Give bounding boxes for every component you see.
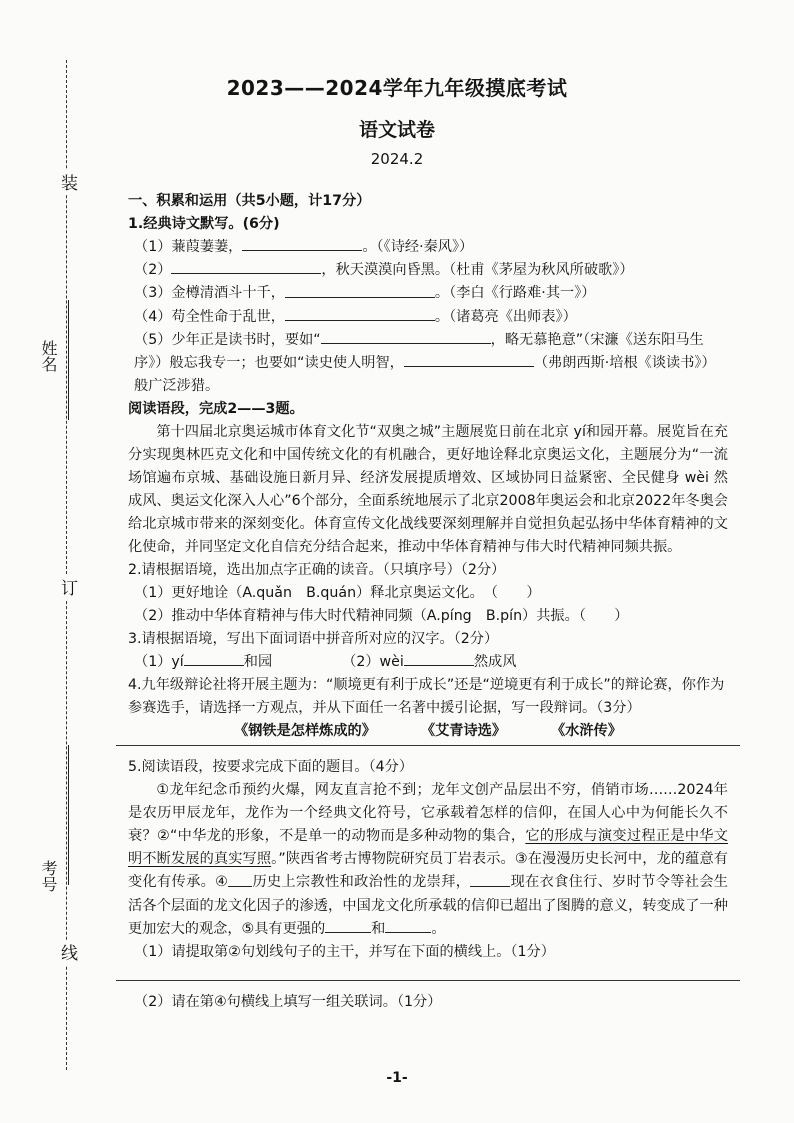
book-title: 《水浒传》 bbox=[550, 723, 622, 740]
answer-blank[interactable] bbox=[404, 651, 474, 666]
answer-blank[interactable] bbox=[285, 282, 435, 297]
answer-blank[interactable] bbox=[242, 236, 362, 251]
answer-line[interactable] bbox=[116, 978, 740, 981]
q2-stem: 2.请根据语境，选出加点字正确的读音。（只填序号）（2分） bbox=[128, 562, 506, 579]
answer-paren[interactable]: （ ） bbox=[490, 585, 541, 602]
bind-mark-xian: 线 bbox=[58, 940, 75, 965]
exam-number-field-line[interactable] bbox=[68, 745, 69, 885]
bind-mark-zhuang: 装 bbox=[58, 170, 75, 195]
q3-items: （1）yí 和园 （2）wèi 然成风 bbox=[128, 651, 728, 674]
reading-passage-1: 第十四届北京奥运城市体育文化节“双奥之城”主题展览日前在北京 yí和园开幕。展览旨在充分实现奥林匹克文化和中国传统文化的有机融合，更好地诠释北京奥运文化，主题展分为“一流场馆遍布京城、基础设施日新月异、经济发展提质增效、区域协同日益紧密、全民健身 wèi 然成风、奥运文化深入人心”6个部分，全面系统地展示了北京2008年奥运会和北京2022年冬奥会给北京城市带来的深刻变化。体育宣传文化战线要深刻理解并自觉担负起弘扬中华体育精神的文化使命，并同坚定文化自信充分结合起来，推动中华体育精神与伟大时代精神同频共振。 bbox=[128, 424, 728, 556]
answer-blank[interactable] bbox=[385, 918, 431, 933]
section-heading: 一、积累和运用（共5小题，计17分） bbox=[128, 193, 371, 209]
bind-mark-ding: 订 bbox=[58, 575, 75, 600]
exam-number-label: 考号 bbox=[39, 860, 58, 892]
q5-stem: 5.阅读语段，按要求完成下面的题目。（4分） bbox=[128, 759, 414, 776]
binding-dashed-line bbox=[66, 60, 67, 1070]
q1-item-5: （5）少年正是读书时，要如“ ，略无慕艳意”（宋濂《送东阳马生序》）般忘我专一；也要如“读史使人明智， （弗朗西斯·培根《谈读书》）般广泛涉猎。 bbox=[128, 329, 728, 398]
answer-blank[interactable] bbox=[404, 352, 534, 367]
exam-date: 2024.2 bbox=[370, 150, 424, 168]
book-title: 《钢铁是怎样炼成的》 bbox=[234, 723, 376, 740]
q5-sub-2: （2）请在第④句横线上填写一组关联词。（1分） bbox=[134, 993, 442, 1010]
answer-line[interactable] bbox=[116, 743, 740, 746]
q2-item-1: （1）更好地诠（A.quǎn B.quán）释北京奥运文化。 （ ） bbox=[134, 585, 541, 602]
q1-item-2: （2） ，秋天漠漠向昏黑。（杜甫《茅屋为秋风所破歌》） bbox=[128, 259, 728, 282]
q4-stem: 4.九年级辩论社将开展主题为：“顺境更有利于成长”还是“逆境更有利于成长”的辩论赛，你作为参赛选手，请选择一方观点，并从下面任一名著中援引论据，写一段辩词。（3分） bbox=[128, 677, 725, 717]
binding-margin bbox=[0, 0, 100, 1123]
q3-stem: 3.请根据语境，写出下面词语中拼音所对应的汉字。（2分） bbox=[128, 631, 499, 648]
exam-subtitle: 语文试卷 bbox=[358, 119, 435, 141]
name-label: 姓名 bbox=[39, 340, 58, 372]
q1-item-1: （1）蒹葭萋萋， 。（《诗经·秦风》） bbox=[128, 236, 728, 259]
underlined-sentence: 它的形成与演变过程正是中华文明不断发展的真实写照 bbox=[128, 828, 728, 868]
q1-item-4: （4）苟全性命于乱世， 。（诸葛亮《出师表》） bbox=[128, 306, 728, 329]
reading-intro: 阅读语段，完成2——3题。 bbox=[128, 401, 304, 418]
answer-paren[interactable]: （ ） bbox=[578, 608, 629, 625]
q5-sub-1: （1）请提取第②句划线句子的主干，并写在下面的横线上。（1分） bbox=[134, 943, 555, 960]
answer-blank[interactable] bbox=[325, 918, 371, 933]
exam-content bbox=[128, 190, 728, 1014]
answer-blank[interactable] bbox=[184, 651, 244, 666]
q1-item-3: （3）金樽清酒斗十千， 。（李白《行路难·其一》） bbox=[128, 282, 728, 305]
reading-passage-2: ①龙年纪念币预约火爆，网友直言抢不到；龙年文创产品层出不穷，俏销市场……2024年是农历甲辰龙年，龙作为一个经典文化符号，它承载着怎样的信仰，在国人心中为何能长久不衰？②“中华龙的形象，不是单一的动物而是多种动物的集合，它的形成与演变过程正是中华文明不断发展的真实写照。”陕西省考古博物院研究员丁岩表示。③在漫漫历史长河中，龙的蕴意有变化有传承。④ 历史上宗教性和政治性的龙崇拜， 现在衣食住行、岁时节令等社会生活各个层面的龙文化因子的渗透，中国龙文化所承载的信仰已超出了图腾的意义，转变成了一种更加宏大的观念，⑤具有更强的 和 。 bbox=[128, 782, 728, 937]
q4-book-list bbox=[128, 720, 728, 743]
page-number: -1- bbox=[386, 1070, 408, 1086]
answer-blank[interactable] bbox=[321, 329, 491, 344]
exam-title: 2023——2024学年九年级摸底考试 bbox=[226, 76, 568, 100]
answer-blank[interactable] bbox=[470, 871, 510, 886]
answer-blank[interactable] bbox=[285, 306, 435, 321]
q2-item-2: （2）推动中华体育精神与伟大时代精神同频（A.píng B.pín）共振。（ ） bbox=[134, 608, 629, 625]
answer-blank[interactable] bbox=[171, 259, 321, 274]
name-field-line[interactable] bbox=[68, 300, 69, 420]
answer-blank[interactable] bbox=[228, 871, 252, 886]
book-title: 《艾青诗选》 bbox=[420, 723, 507, 740]
q1-stem: 1.经典诗文默写。(6分) bbox=[128, 216, 280, 232]
